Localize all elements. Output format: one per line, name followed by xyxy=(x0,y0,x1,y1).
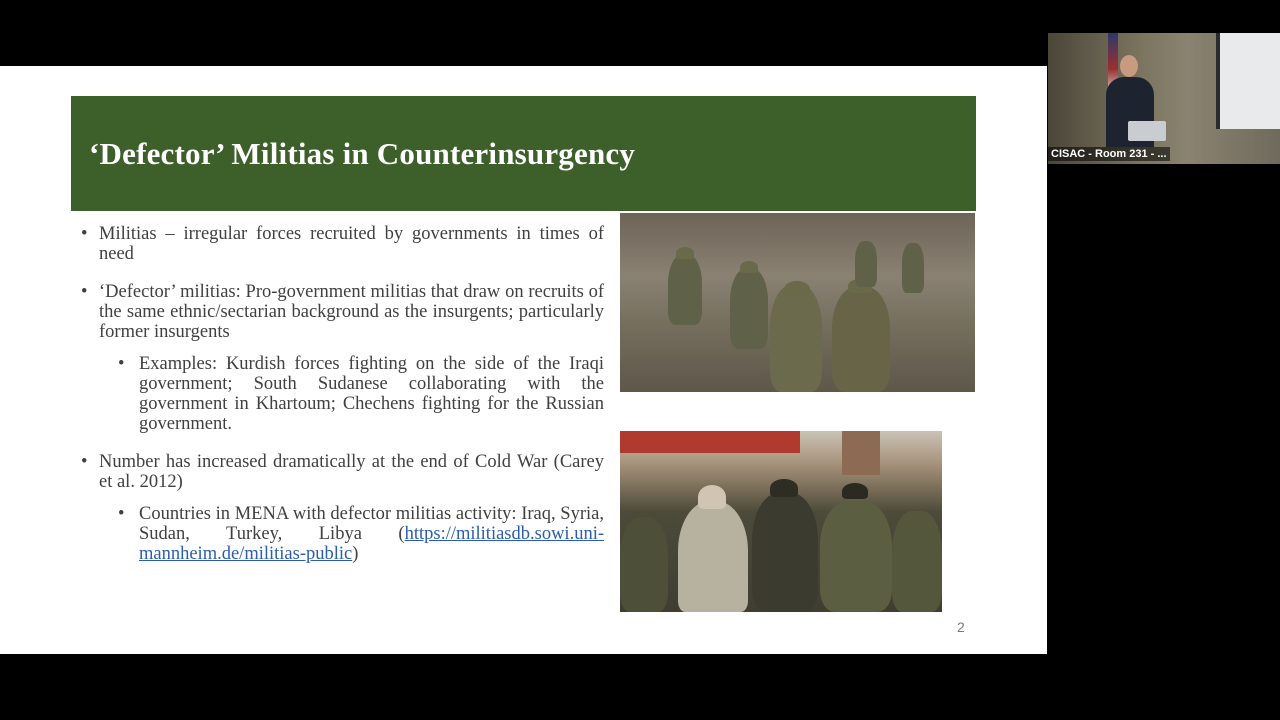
participant-name-label: CISAC - Room 231 - ... xyxy=(1048,147,1170,161)
slide-content xyxy=(78,224,604,564)
militias-db-link[interactable]: https://militiasdb.sowi.uni-mannheim.de/militias-public xyxy=(139,524,604,564)
speaker-avatar xyxy=(1120,55,1138,77)
laptop-icon xyxy=(1128,121,1166,141)
slide-title-bar xyxy=(71,96,976,211)
bullet-militias: • Militias – irregular forces recruited by governments in times of need xyxy=(78,224,604,264)
page-number: 2 xyxy=(957,619,965,635)
projector-screen xyxy=(1216,33,1280,129)
slide-title: ‘Defector’ Militias in Counterinsurgency xyxy=(89,135,636,171)
sub-bullet-examples: • Examples: Kurdish forces fighting on the side of the Iraqi government; South Sudanese collaborating with the government in Khartoum; Chechens fighting for the Russian government. xyxy=(78,354,604,434)
soldiers-mountain-photo xyxy=(620,213,975,392)
countries-text: Countries in MENA with defector militias activity: Iraq, Syria, Sudan, Turkey, Libya ( xyxy=(139,504,604,544)
bullet-defector-militias: • ‘Defector’ militias: Pro-government militias that draw on recruits of the same ethnic/sectarian background as the insurgents; particularly former insurgents xyxy=(78,282,604,342)
countries-close-paren: ) xyxy=(352,544,359,564)
sub-bullet-countries xyxy=(78,504,604,564)
chechen-fighters-photo xyxy=(620,431,942,612)
presentation-slide xyxy=(0,66,1047,654)
participant-video-tile[interactable] xyxy=(1048,33,1280,164)
bullet-number-increased: • Number has increased dramatically at the end of Cold War (Carey et al. 2012) xyxy=(78,452,604,492)
